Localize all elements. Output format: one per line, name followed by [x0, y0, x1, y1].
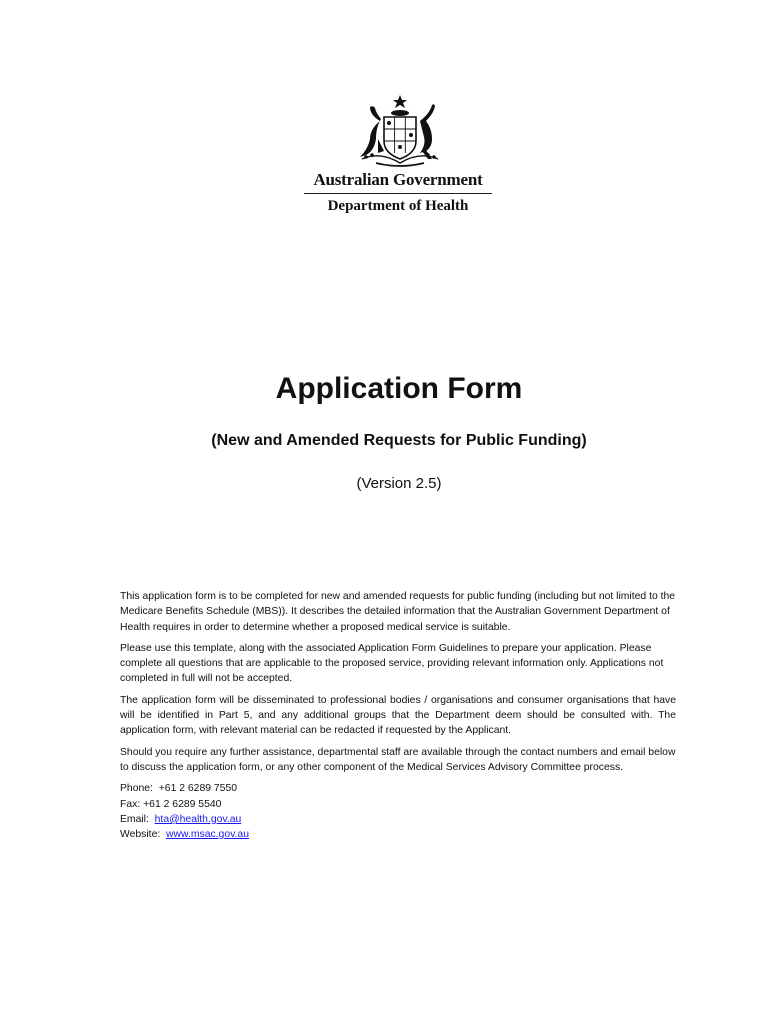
- email-label: Email:: [120, 813, 149, 825]
- intro-paragraph-2: Please use this template, along with the associated Application Form Guidelines to prepare your application. Please complete all questions that are applicable to the proposed service, providing relevant information only. Applications not completed in full will not be accepted.: [120, 642, 664, 685]
- website-link[interactable]: www.msac.gov.au: [166, 829, 249, 841]
- coat-of-arms-icon: [340, 93, 460, 171]
- version-label: (Version 2.5): [356, 475, 442, 492]
- fax-number: +61 2 6289 5540: [143, 798, 222, 810]
- phone-label: Phone:: [120, 783, 153, 795]
- intro-paragraph-4: Should you require any further assistance, departmental staff are available through the contact numbers and email below to discuss the application form, or any other component of the Medical Services Advisory Committee process.: [120, 746, 676, 773]
- phone-line: [120, 781, 676, 796]
- email-link[interactable]: hta@health.gov.au: [154, 813, 242, 825]
- intro-paragraph-3: The application form will be disseminated to professional bodies / organisations and consumer organisations that have will be identified in Part 5, and any additional groups that the Department deem should be consulted with. The application form, with relevant material can be redacted if requested by the Applicant.: [120, 694, 676, 737]
- page-subtitle: (New and Amended Requests for Public Funding): [211, 432, 587, 449]
- header-divider: [304, 193, 492, 194]
- intro-paragraph-1: This application form is to be completed for new and amended requests for public funding (including but not limited to the Medicare Benefits Schedule (MBS)). It describes the detailed information that the Australian Government Department of Health requires in order to determine whether a proposed medical service is suitable.: [120, 591, 676, 633]
- fax-line: [120, 797, 676, 812]
- phone-number: +61 2 6289 7550: [158, 783, 238, 795]
- government-name: Australian Government: [313, 170, 483, 189]
- website-label: Website:: [120, 829, 161, 841]
- fax-label: Fax:: [120, 798, 141, 810]
- email-line: [120, 812, 676, 827]
- intro-text: [120, 589, 676, 842]
- page-title: Application Form: [275, 372, 523, 405]
- contact-details: [120, 781, 676, 842]
- website-line: [120, 827, 676, 842]
- department-name: Department of Health: [327, 198, 469, 214]
